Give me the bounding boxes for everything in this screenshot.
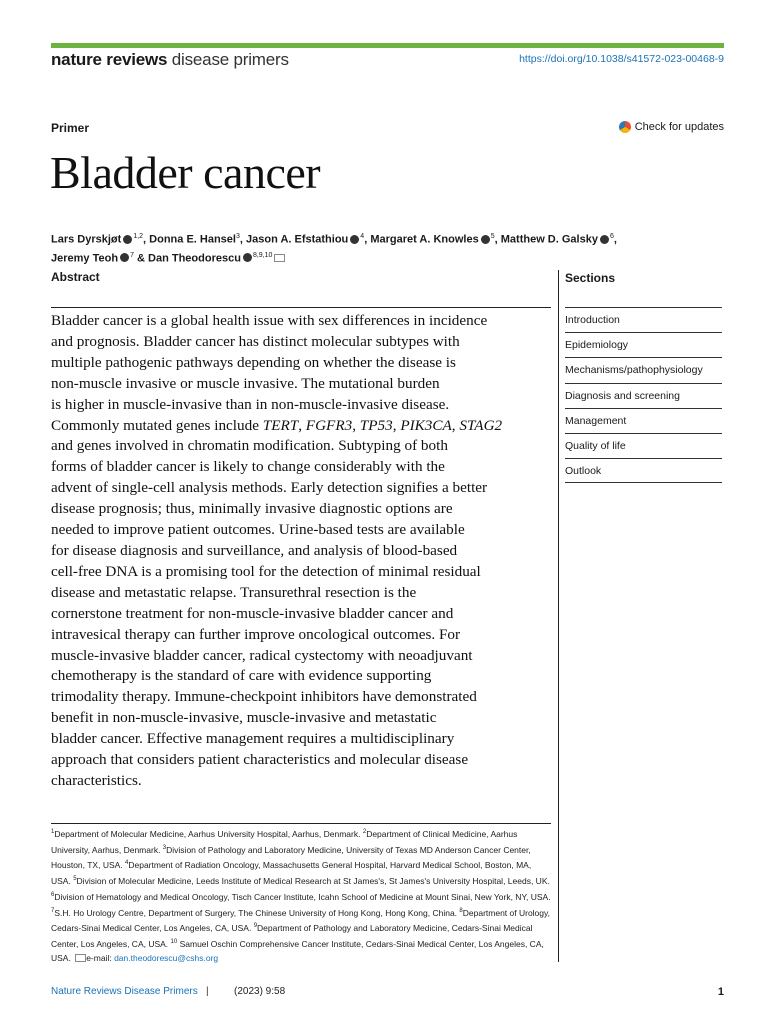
author-name[interactable]: Jason A. Efstathiou bbox=[246, 233, 349, 246]
affiliation-text: Department of Pathology and Laboratory Medicine, Cedars-Sinai Medical Center, Los Angeles, CA, USA. bbox=[51, 923, 533, 949]
section-link[interactable]: Diagnosis and screening bbox=[565, 383, 722, 408]
orcid-icon[interactable] bbox=[120, 253, 129, 262]
affiliation-number: 6 bbox=[51, 891, 55, 898]
author-list: Lars Dyrskjøt $^{1,2}$, Donna E. Hansel$^3$, Jason A. Efstathiou $^4$, Margaret A. Knowles $^5$, Matthew D. Galsky $^6$, Jeremy Teoh $^7$ & Dan Theodorescu $^{8,9,10}$ bbox=[51, 233, 617, 265]
sections-nav bbox=[565, 307, 722, 483]
abstract-divider bbox=[51, 307, 551, 308]
footer-citation: (2023) 9:58 bbox=[234, 986, 286, 997]
abstract-line: characteristics. bbox=[51, 771, 142, 789]
affiliation-text: Division of Pathology and Laboratory Medicine, University of Texas MD Anderson Cancer Center, Houston, TX, USA. bbox=[51, 844, 531, 871]
author-name[interactable]: Margaret A. Knowles bbox=[370, 233, 479, 246]
section-link[interactable]: Quality of life bbox=[565, 433, 722, 458]
journal-name bbox=[51, 50, 289, 70]
check-updates-icon bbox=[619, 121, 631, 133]
gene-name: STAG2 bbox=[459, 416, 503, 434]
abstract-body bbox=[51, 311, 551, 792]
affiliation-number: 3 bbox=[162, 844, 167, 851]
affiliation-text: Department of Molecular Medicine, Aarhus University Hospital, Aarhus, Denmark. bbox=[54, 828, 363, 839]
abstract-line: advent of single-cell analysis methods. Early detection signifies a better bbox=[51, 479, 488, 497]
author-name[interactable]: Donna E. Hansel bbox=[149, 233, 236, 246]
affiliation-text: Division of Molecular Medicine, Leeds Institute of Medical Research at St James's, St James's University Hospital, Leeds, UK. bbox=[76, 876, 550, 887]
abstract-line: is higher in muscle-invasive than in non-muscle-invasive disease. bbox=[51, 395, 450, 413]
author-affiliation-number: 6 bbox=[609, 233, 614, 240]
section-link[interactable]: Mechanisms/pathophysiology bbox=[565, 357, 722, 382]
affiliations-divider bbox=[51, 823, 551, 824]
affiliation-text: Department of Radiation Oncology, Massachusetts General Hospital, Harvard Medical School, Boston, MA, USA. bbox=[51, 860, 532, 887]
affiliation-number: 8 bbox=[459, 907, 463, 914]
section-link[interactable]: Epidemiology bbox=[565, 332, 722, 357]
abstract-line: for disease diagnosis and surveillance, and analysis of blood-based bbox=[51, 541, 458, 559]
doi-link[interactable]: https://doi.org/10.1038/s41572-023-00468-9 bbox=[519, 53, 724, 65]
gene-name: TP53 bbox=[359, 416, 393, 434]
abstract-line: Commonly mutated genes include TERT, FGFR3, TP53, PIK3CA, STAG2 bbox=[51, 416, 503, 434]
article-type: Primer bbox=[51, 121, 90, 135]
abstract-line: intravesical therapy can further improve oncological outcomes. For bbox=[51, 625, 461, 643]
orcid-icon[interactable] bbox=[481, 235, 490, 244]
affiliation-number: 9 bbox=[253, 923, 258, 930]
orcid-icon[interactable] bbox=[123, 235, 132, 244]
page-number: 1 bbox=[717, 986, 724, 998]
abstract-line: forms of bladder cancer is likely to change considerably with the bbox=[51, 458, 445, 476]
journal-name-bold: nature reviews bbox=[51, 50, 168, 69]
email-icon[interactable] bbox=[274, 254, 285, 262]
abstract-line: non-muscle invasive or muscle invasive. The mutational burden bbox=[51, 374, 440, 392]
email-label: e-mail: bbox=[86, 952, 115, 963]
abstract-line: muscle-invasive bladder cancer, radical cystectomy with neoadjuvant bbox=[51, 646, 473, 664]
affiliation-text: Samuel Oschin Comprehensive Cancer Institute, Cedars-Sinai Medical Center, Los Angeles, CA, USA. bbox=[51, 938, 544, 963]
article-title: Bladder cancer bbox=[50, 147, 321, 198]
orcid-icon[interactable] bbox=[600, 235, 609, 244]
author-affiliation-number: 5 bbox=[490, 233, 495, 240]
author-name[interactable]: Dan Theodorescu bbox=[148, 252, 241, 265]
author-name[interactable]: Lars Dyrskjøt bbox=[51, 233, 122, 246]
affiliation-number: 10 bbox=[170, 939, 178, 946]
gene-name: PIK3CA bbox=[400, 416, 452, 434]
author-affiliation-number: 4 bbox=[360, 233, 365, 240]
abstract-line: cornerstone treatment for non-muscle-invasive bladder cancer and bbox=[51, 604, 454, 622]
abstract-line: trimodality therapy. Immune-checkpoint inhibitors have demonstrated bbox=[51, 688, 477, 706]
affiliation-number: 7 bbox=[51, 907, 55, 914]
affiliation-text: Department of Clinical Medicine, Aarhus University, Aarhus, Denmark. bbox=[51, 828, 518, 855]
affiliation-text: Division of Hematology and Medical Oncology, Tisch Cancer Institute, Icahn School of Medicine at Mount Sinai, New York, NY, USA. bbox=[54, 891, 551, 902]
section-link[interactable]: Outlook bbox=[565, 458, 722, 483]
orcid-icon[interactable] bbox=[243, 253, 252, 262]
affiliation-number: 5 bbox=[73, 876, 77, 883]
abstract-line: cell-free DNA is a promising tool for the detection of minimal residual bbox=[51, 562, 481, 580]
footer-journal-link[interactable]: Nature Reviews Disease Primers bbox=[51, 986, 198, 997]
section-link[interactable]: Introduction bbox=[565, 307, 722, 332]
affiliation-number: 1 bbox=[51, 829, 55, 835]
abstract-line: chemotherapy is the standard of care with evidence supporting bbox=[51, 667, 432, 685]
abstract-line: and prognosis. Bladder cancer has distinct molecular subtypes with bbox=[51, 332, 460, 350]
author-name[interactable]: Jeremy Teoh bbox=[51, 252, 119, 265]
orcid-icon[interactable] bbox=[350, 235, 359, 244]
author-name[interactable]: Matthew D. Galsky bbox=[500, 233, 598, 246]
author-affiliation-number: 8,9,10 bbox=[252, 251, 273, 259]
gene-name: FGFR3 bbox=[305, 416, 353, 434]
affiliations bbox=[51, 826, 551, 966]
affiliation-number: 2 bbox=[362, 829, 367, 835]
abstract-line: and genes involved in chromatin modification. Subtyping of both bbox=[51, 437, 448, 455]
gene-name: TERT bbox=[262, 416, 299, 434]
column-divider bbox=[558, 270, 559, 962]
abstract-line: benefit in non-muscle-invasive, muscle-invasive and metastatic bbox=[51, 709, 437, 727]
journal-name-light: disease primers bbox=[171, 50, 289, 69]
contact-email-link[interactable]: dan.theodorescu@cshs.org bbox=[114, 952, 219, 963]
affiliation-number: 4 bbox=[125, 860, 129, 867]
author-affiliation-number: 1,2 bbox=[133, 233, 144, 240]
email-icon bbox=[75, 954, 86, 962]
author-affiliation-number: 3 bbox=[235, 233, 240, 240]
abstract-line: needed to improve patient outcomes. Urine-based tests are available bbox=[51, 521, 465, 539]
sections-heading: Sections bbox=[565, 271, 616, 285]
affiliation-text: S.H. Ho Urology Centre, Department of Surgery, The Chinese University of Hong Kong, Hong Kong, China. bbox=[54, 907, 460, 918]
affiliation-text: Department of Urology, Cedars-Sinai Medical Center, Los Angeles, CA, USA. bbox=[51, 907, 550, 934]
check-for-updates-button[interactable] bbox=[619, 121, 724, 133]
abstract-line: disease and metastatic relapse. Transurethral resection is the bbox=[51, 583, 417, 601]
abstract-line: approach that considers patient characteristics and molecular disease bbox=[51, 751, 469, 769]
abstract-heading: Abstract bbox=[51, 270, 100, 284]
check-updates-label: Check for updates bbox=[634, 121, 724, 133]
footer-separator: | bbox=[206, 986, 209, 997]
author-affiliation-number: 7 bbox=[130, 251, 134, 259]
journal-accent-bar bbox=[51, 43, 724, 48]
section-link[interactable]: Management bbox=[565, 408, 722, 433]
abstract-line: disease prognosis; thus, minimally invasive diagnostic options are bbox=[51, 500, 453, 518]
abstract-line: bladder cancer. Effective management requires a multidisciplinary bbox=[51, 730, 455, 748]
abstract-line: multiple pathogenic pathways depending on whether the disease is bbox=[51, 353, 456, 371]
abstract-line: Bladder cancer is a global health issue with sex differences in incidence bbox=[51, 312, 488, 329]
